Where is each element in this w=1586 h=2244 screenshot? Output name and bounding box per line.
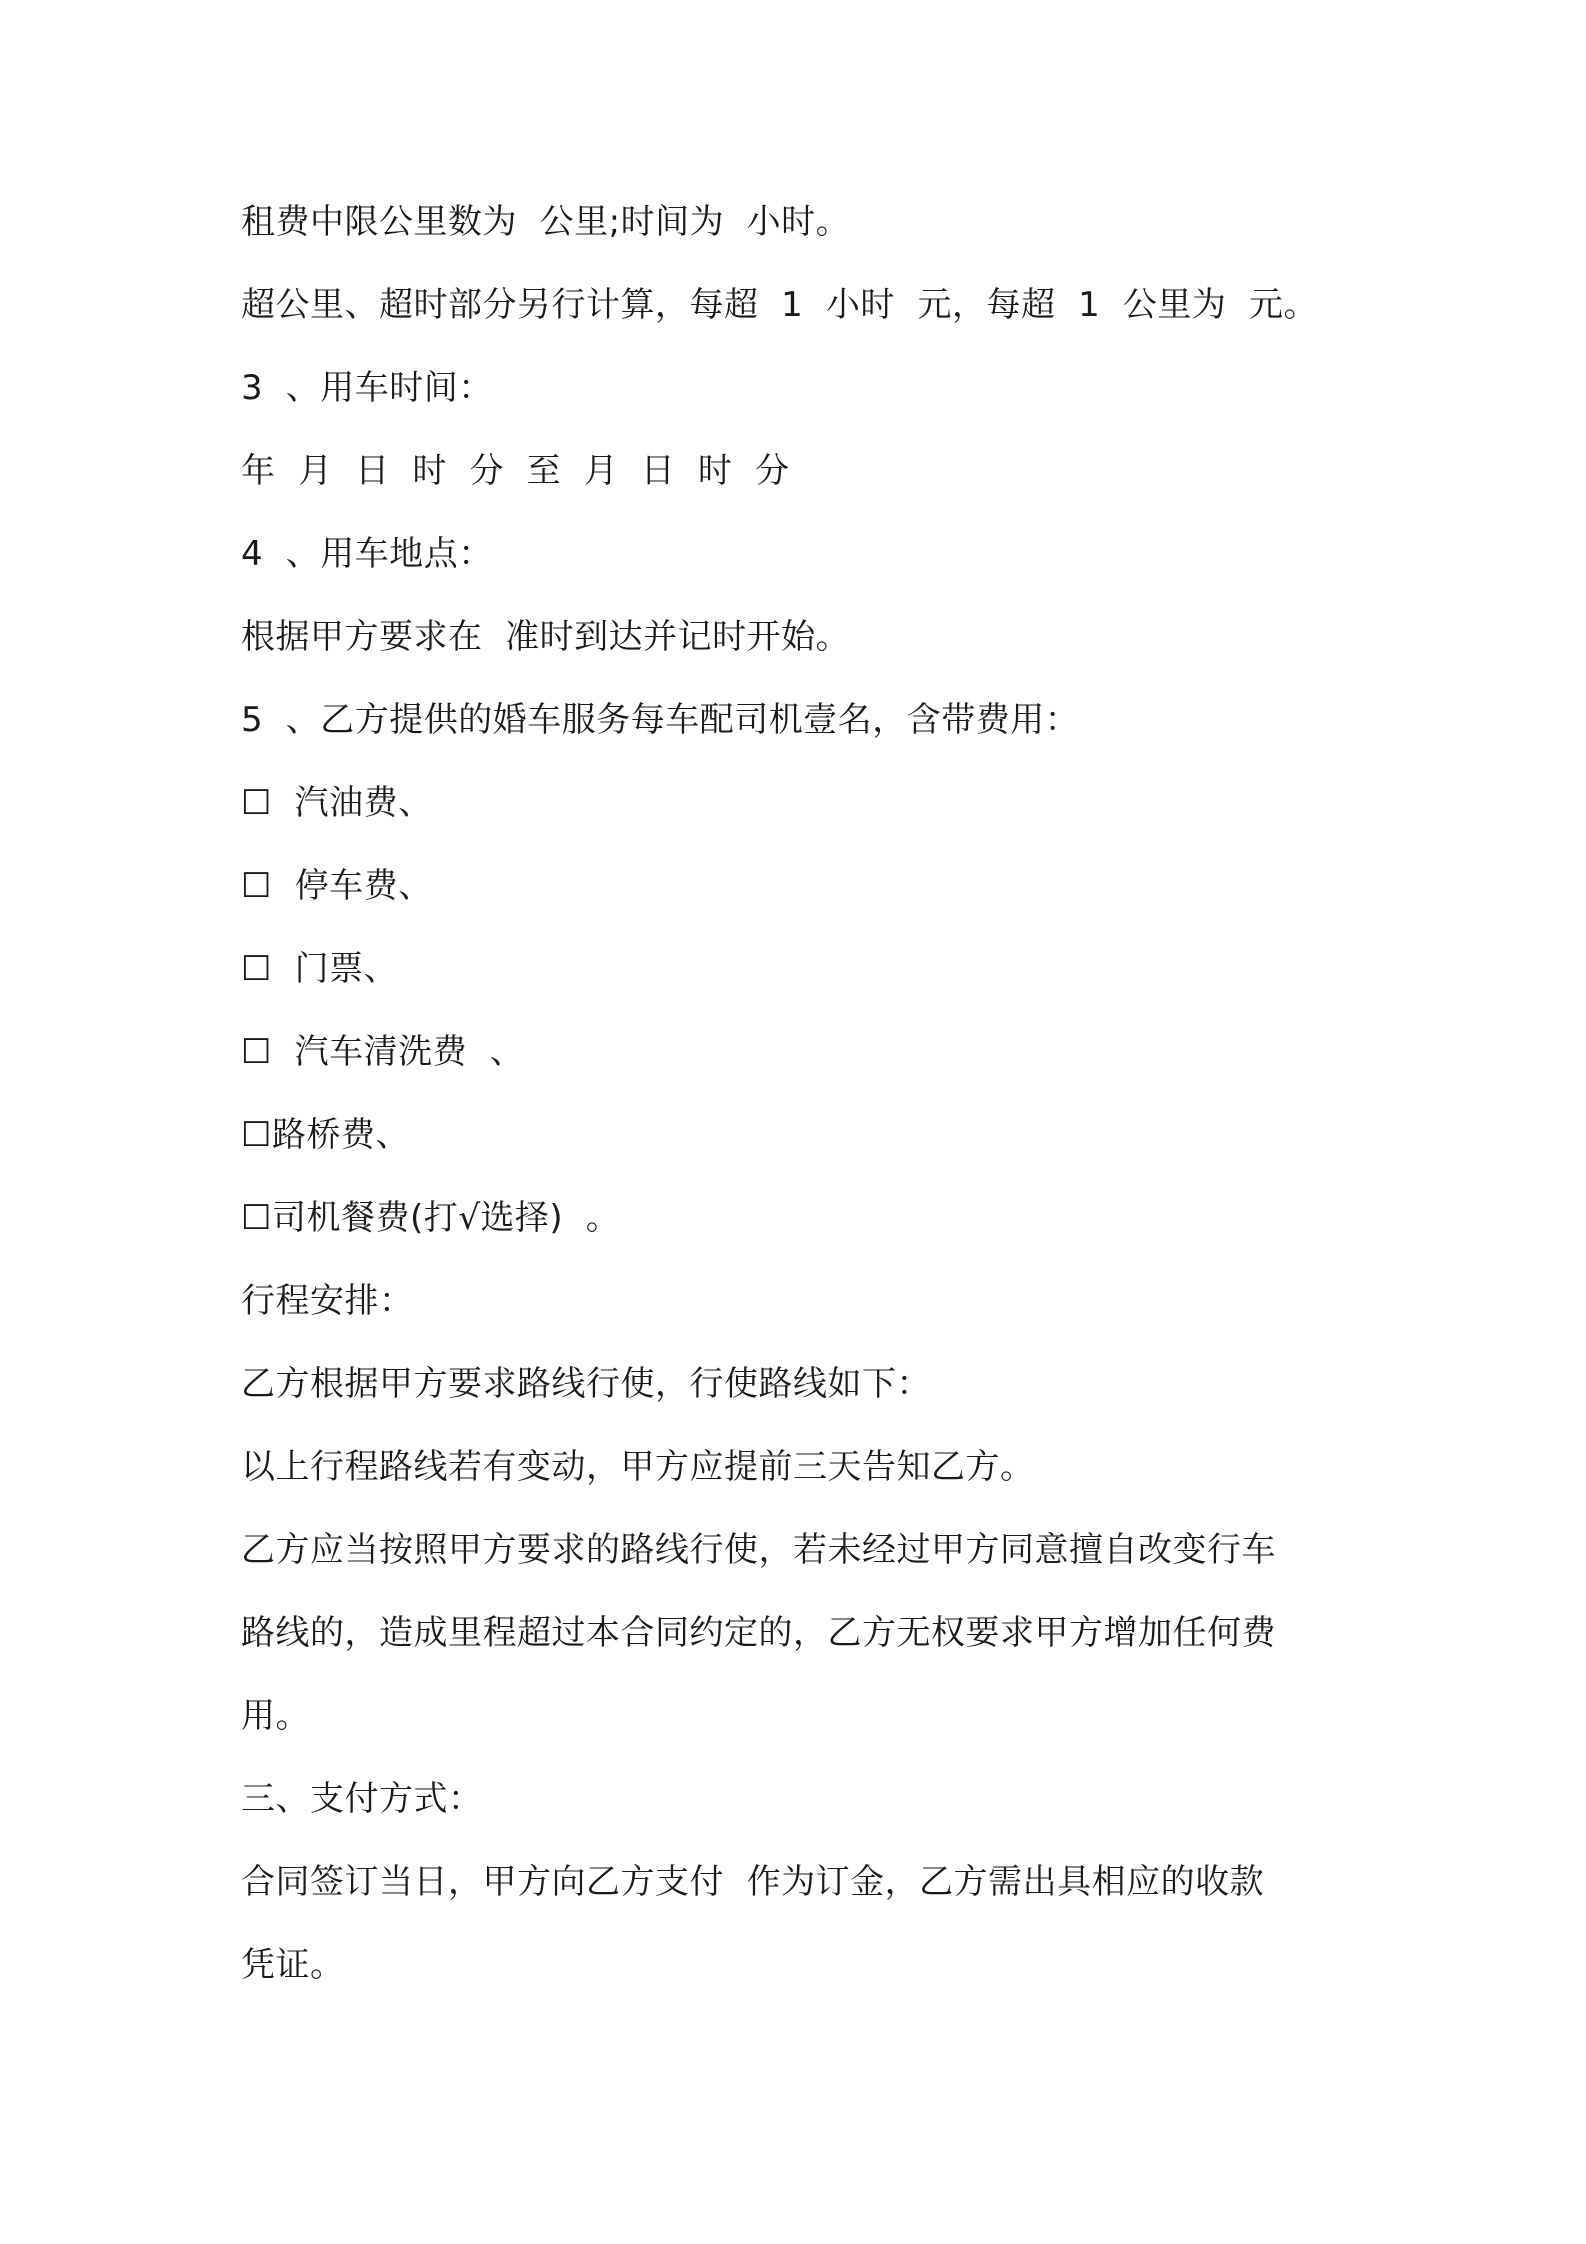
checkbox-item-driver-meals: ☐司机餐费(打√选择) 。 <box>241 1198 621 1238</box>
checkbox-item-car-wash: ☐ 汽车清洗费 、 <box>241 1032 525 1072</box>
text-line-heading-itinerary: 行程安排： <box>241 1281 414 1321</box>
checkbox-item-fuel: ☐ 汽油费、 <box>241 783 433 823</box>
text-line-date-range: 年 月 日 时 分 至 月 日 时 分 <box>241 451 790 491</box>
paragraph-line: 用。 <box>241 1696 310 1736</box>
checkbox-item-tickets: ☐ 门票、 <box>241 949 399 989</box>
text-line-heading-service: 5 、乙方提供的婚车服务每车配司机壹名，含带费用： <box>241 700 1080 740</box>
paragraph-line: 凭证。 <box>241 1945 345 1985</box>
text-line-overtime-fee: 超公里、超时部分另行计算，每超 1 小时 元，每超 1 公里为 元。 <box>241 285 1318 325</box>
text-line-heading-location: 4 、用车地点： <box>241 534 493 574</box>
text-line-route-change: 以上行程路线若有变动，甲方应提前三天告知乙方。 <box>241 1447 1035 1487</box>
paragraph-line: 合同签订当日，甲方向乙方支付 作为订金，乙方需出具相应的收款 <box>241 1862 1265 1902</box>
paragraph-payment <box>241 1860 1361 1988</box>
paragraph-line: 乙方应当按照甲方要求的路线行使，若未经过甲方同意擅自改变行车 <box>241 1530 1276 1570</box>
document-body <box>241 200 1361 2026</box>
text-line-mileage-limit: 租费中限公里数为 公里;时间为 小时。 <box>241 202 851 242</box>
section-heading-payment: 三、支付方式： <box>241 1779 483 1819</box>
paragraph-line: 路线的，造成里程超过本合同约定的，乙方无权要求甲方增加任何费 <box>241 1613 1276 1653</box>
text-line-route: 乙方根据甲方要求路线行使，行使路线如下： <box>241 1364 931 1404</box>
checkbox-item-tolls: ☐路桥费、 <box>241 1115 410 1155</box>
text-line-heading-time: 3 、用车时间： <box>241 368 493 408</box>
checkbox-item-parking: ☐ 停车费、 <box>241 866 433 906</box>
text-line-arrival: 根据甲方要求在 准时到达并记时开始。 <box>241 617 851 657</box>
paragraph-route-deviation <box>241 1528 1361 1739</box>
